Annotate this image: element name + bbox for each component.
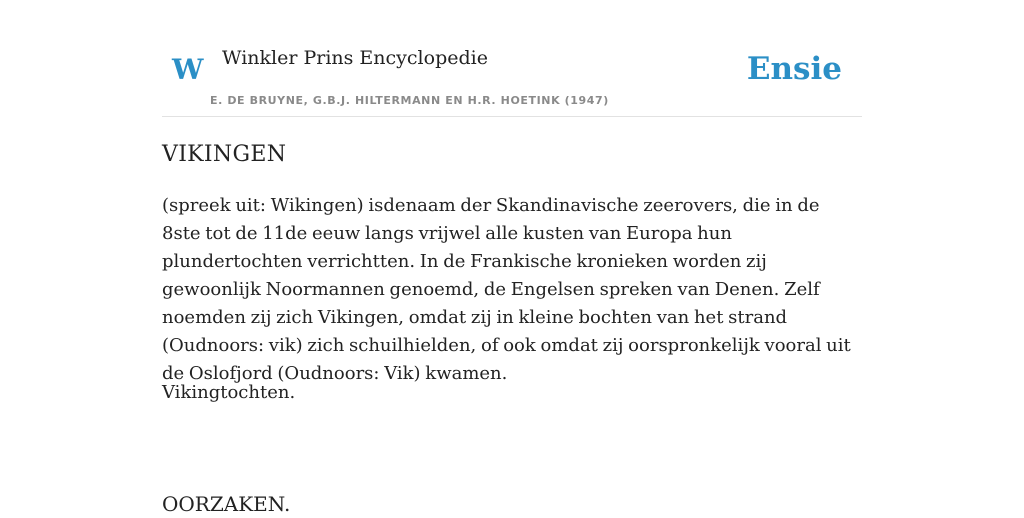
article-title: VIKINGEN <box>162 142 287 167</box>
publication-logo-icon[interactable]: W <box>172 53 204 86</box>
article-body: (spreek uit: Wikingen) isdenaam der Skandinavische zeerovers, die in de 8ste tot de 11de eeuw langs vrijwel alle kusten van Europa hun plundertochten verrichtten. In de Frankische kronieken worden zij gewoonlijk Noormannen genoemd, de Engelsen spreken van Denen. Zelf noemden zij zich Vikingen, omdat zij in kleine bochten van het strand (Oudnoors: vik) zich schuilhielden, of ook omdat zij oorspronkelijk vooral uit de Oslofjord (Oudnoors: Vik) kwamen. <box>162 195 851 384</box>
site-header <box>162 0 862 117</box>
publication-title[interactable]: Winkler Prins Encyclopedie <box>222 47 488 69</box>
article-subtitle: Vikingtochten. <box>162 382 296 403</box>
publication-authors: E. DE BRUYNE, G.B.J. HILTERMANN EN H.R. HOETINK (1947) <box>210 94 609 107</box>
section-heading: OORZAKEN. <box>162 492 291 516</box>
ensie-logo[interactable]: Ensie <box>746 51 842 87</box>
